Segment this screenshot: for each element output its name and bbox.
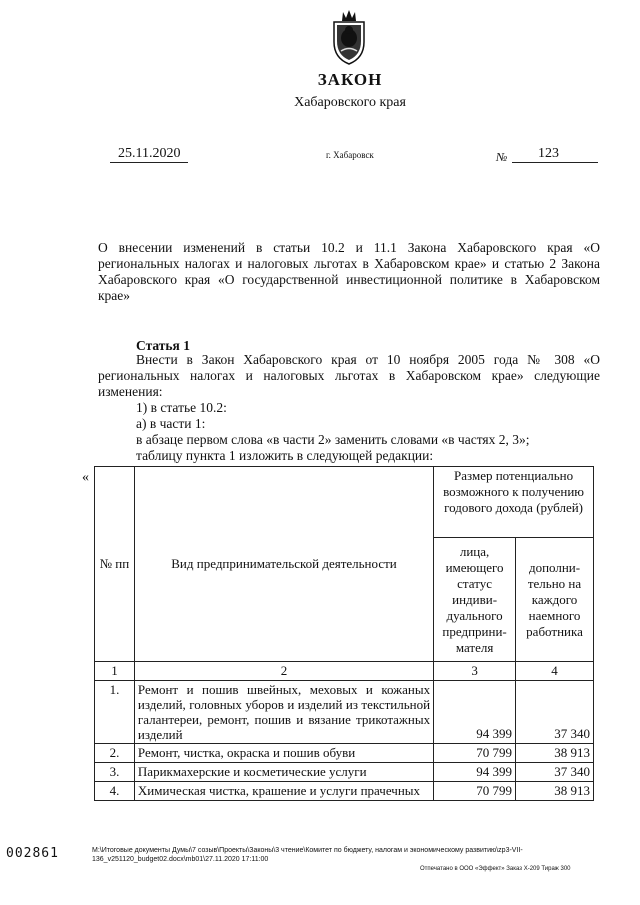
- index-cell: 4: [516, 662, 594, 681]
- article-line2: таблицу пункта 1 изложить в следующей редакции:: [136, 448, 434, 463]
- law-number: 123: [538, 146, 559, 161]
- row-activity: Химическая чистка, крашение и услуги прачечных: [134, 782, 433, 801]
- print-info: Отпечатано в ООО «Эффект» Заказ Х-209 Тираж 300: [420, 866, 571, 872]
- header-extra: дополни-тельно на каждого наемного работника: [516, 538, 594, 662]
- article-body: [98, 352, 600, 464]
- row-num: 3.: [95, 763, 135, 782]
- row-extra-income: 37 340: [516, 681, 594, 744]
- law-number-label: №: [496, 150, 508, 164]
- row-ip-income: 70 799: [434, 782, 516, 801]
- date-underline: [110, 162, 188, 163]
- row-ip-income: 94 399: [434, 763, 516, 782]
- article-item1: 1) в статье 10.2:: [136, 400, 227, 415]
- row-activity: Ремонт, чистка, окраска и пошив обуви: [134, 744, 433, 763]
- index-cell: 3: [434, 662, 516, 681]
- index-cell: 1: [95, 662, 135, 681]
- table-quote-open: «: [82, 470, 89, 485]
- row-ip-income: 70 799: [434, 744, 516, 763]
- activity-income-table: [94, 466, 594, 801]
- number-underline: [512, 162, 598, 163]
- row-activity: Парикмахерские и косметические услуги: [134, 763, 433, 782]
- index-cell: 2: [134, 662, 433, 681]
- article-item1a: а) в части 1:: [136, 416, 206, 431]
- law-date: 25.11.2020: [118, 146, 181, 161]
- law-heading: О внесении изменений в статьи 10.2 и 11.1 Закона Хабаровского края «О региональных налогах и налоговых льготах в Хабаровском крае» и статью 2 Закона Хабаровского края «О государственной инвестиционной политике в Хабаровском крае»: [98, 240, 600, 303]
- row-ip-income: 94 399: [434, 681, 516, 744]
- document-file-path: M:\Итоговые документы Думы\7 созыв\Проекты\Законы\3 чтение\Комитет по бюджету, налогам и экономическому развитию\zp3-VII-136_v251120_budget02.docx\mb01\27.11.2020 17:11:00: [92, 847, 523, 863]
- law-title: ЗАКОН: [317, 70, 383, 89]
- row-extra-income: 37 340: [516, 763, 594, 782]
- header-ip: лица, имеющего статус индиви-дуального предприни-мателя: [434, 538, 516, 662]
- table-row: [95, 681, 594, 744]
- row-num: 2.: [95, 744, 135, 763]
- table-row: [95, 744, 594, 763]
- header-num: № пп: [95, 467, 135, 662]
- table-row: [95, 782, 594, 801]
- article-line1: в абзаце первом слова «в части 2» заменить словами «в частях 2, 3»;: [136, 432, 530, 447]
- article-intro: Внести в Закон Хабаровского края от 10 ноября 2005 года № 308 «О региональных налогах и налоговых льготах в Хабаровском крае» следующие изменения:: [98, 352, 600, 399]
- row-extra-income: 38 913: [516, 782, 594, 801]
- row-num: 4.: [95, 782, 135, 801]
- law-subtitle: Хабаровского края: [294, 95, 406, 110]
- header-activity: Вид предпринимательской деятельности: [134, 467, 433, 662]
- coat-of-arms-emblem: [326, 8, 372, 68]
- table-row: [95, 763, 594, 782]
- article-title: Статья 1: [136, 338, 190, 353]
- document-code: 002861: [6, 846, 59, 861]
- law-city: г. Хабаровск: [326, 150, 374, 160]
- row-extra-income: 38 913: [516, 744, 594, 763]
- header-income: Размер потенциально возможного к получению годового дохода (рублей): [434, 467, 594, 538]
- row-num: 1.: [95, 681, 135, 744]
- row-activity: Ремонт и пошив швейных, меховых и кожаных изделий, головных уборов и изделий из текстильной галантереи, ремонт, пошив и вязание трикотажных изделий: [134, 681, 433, 744]
